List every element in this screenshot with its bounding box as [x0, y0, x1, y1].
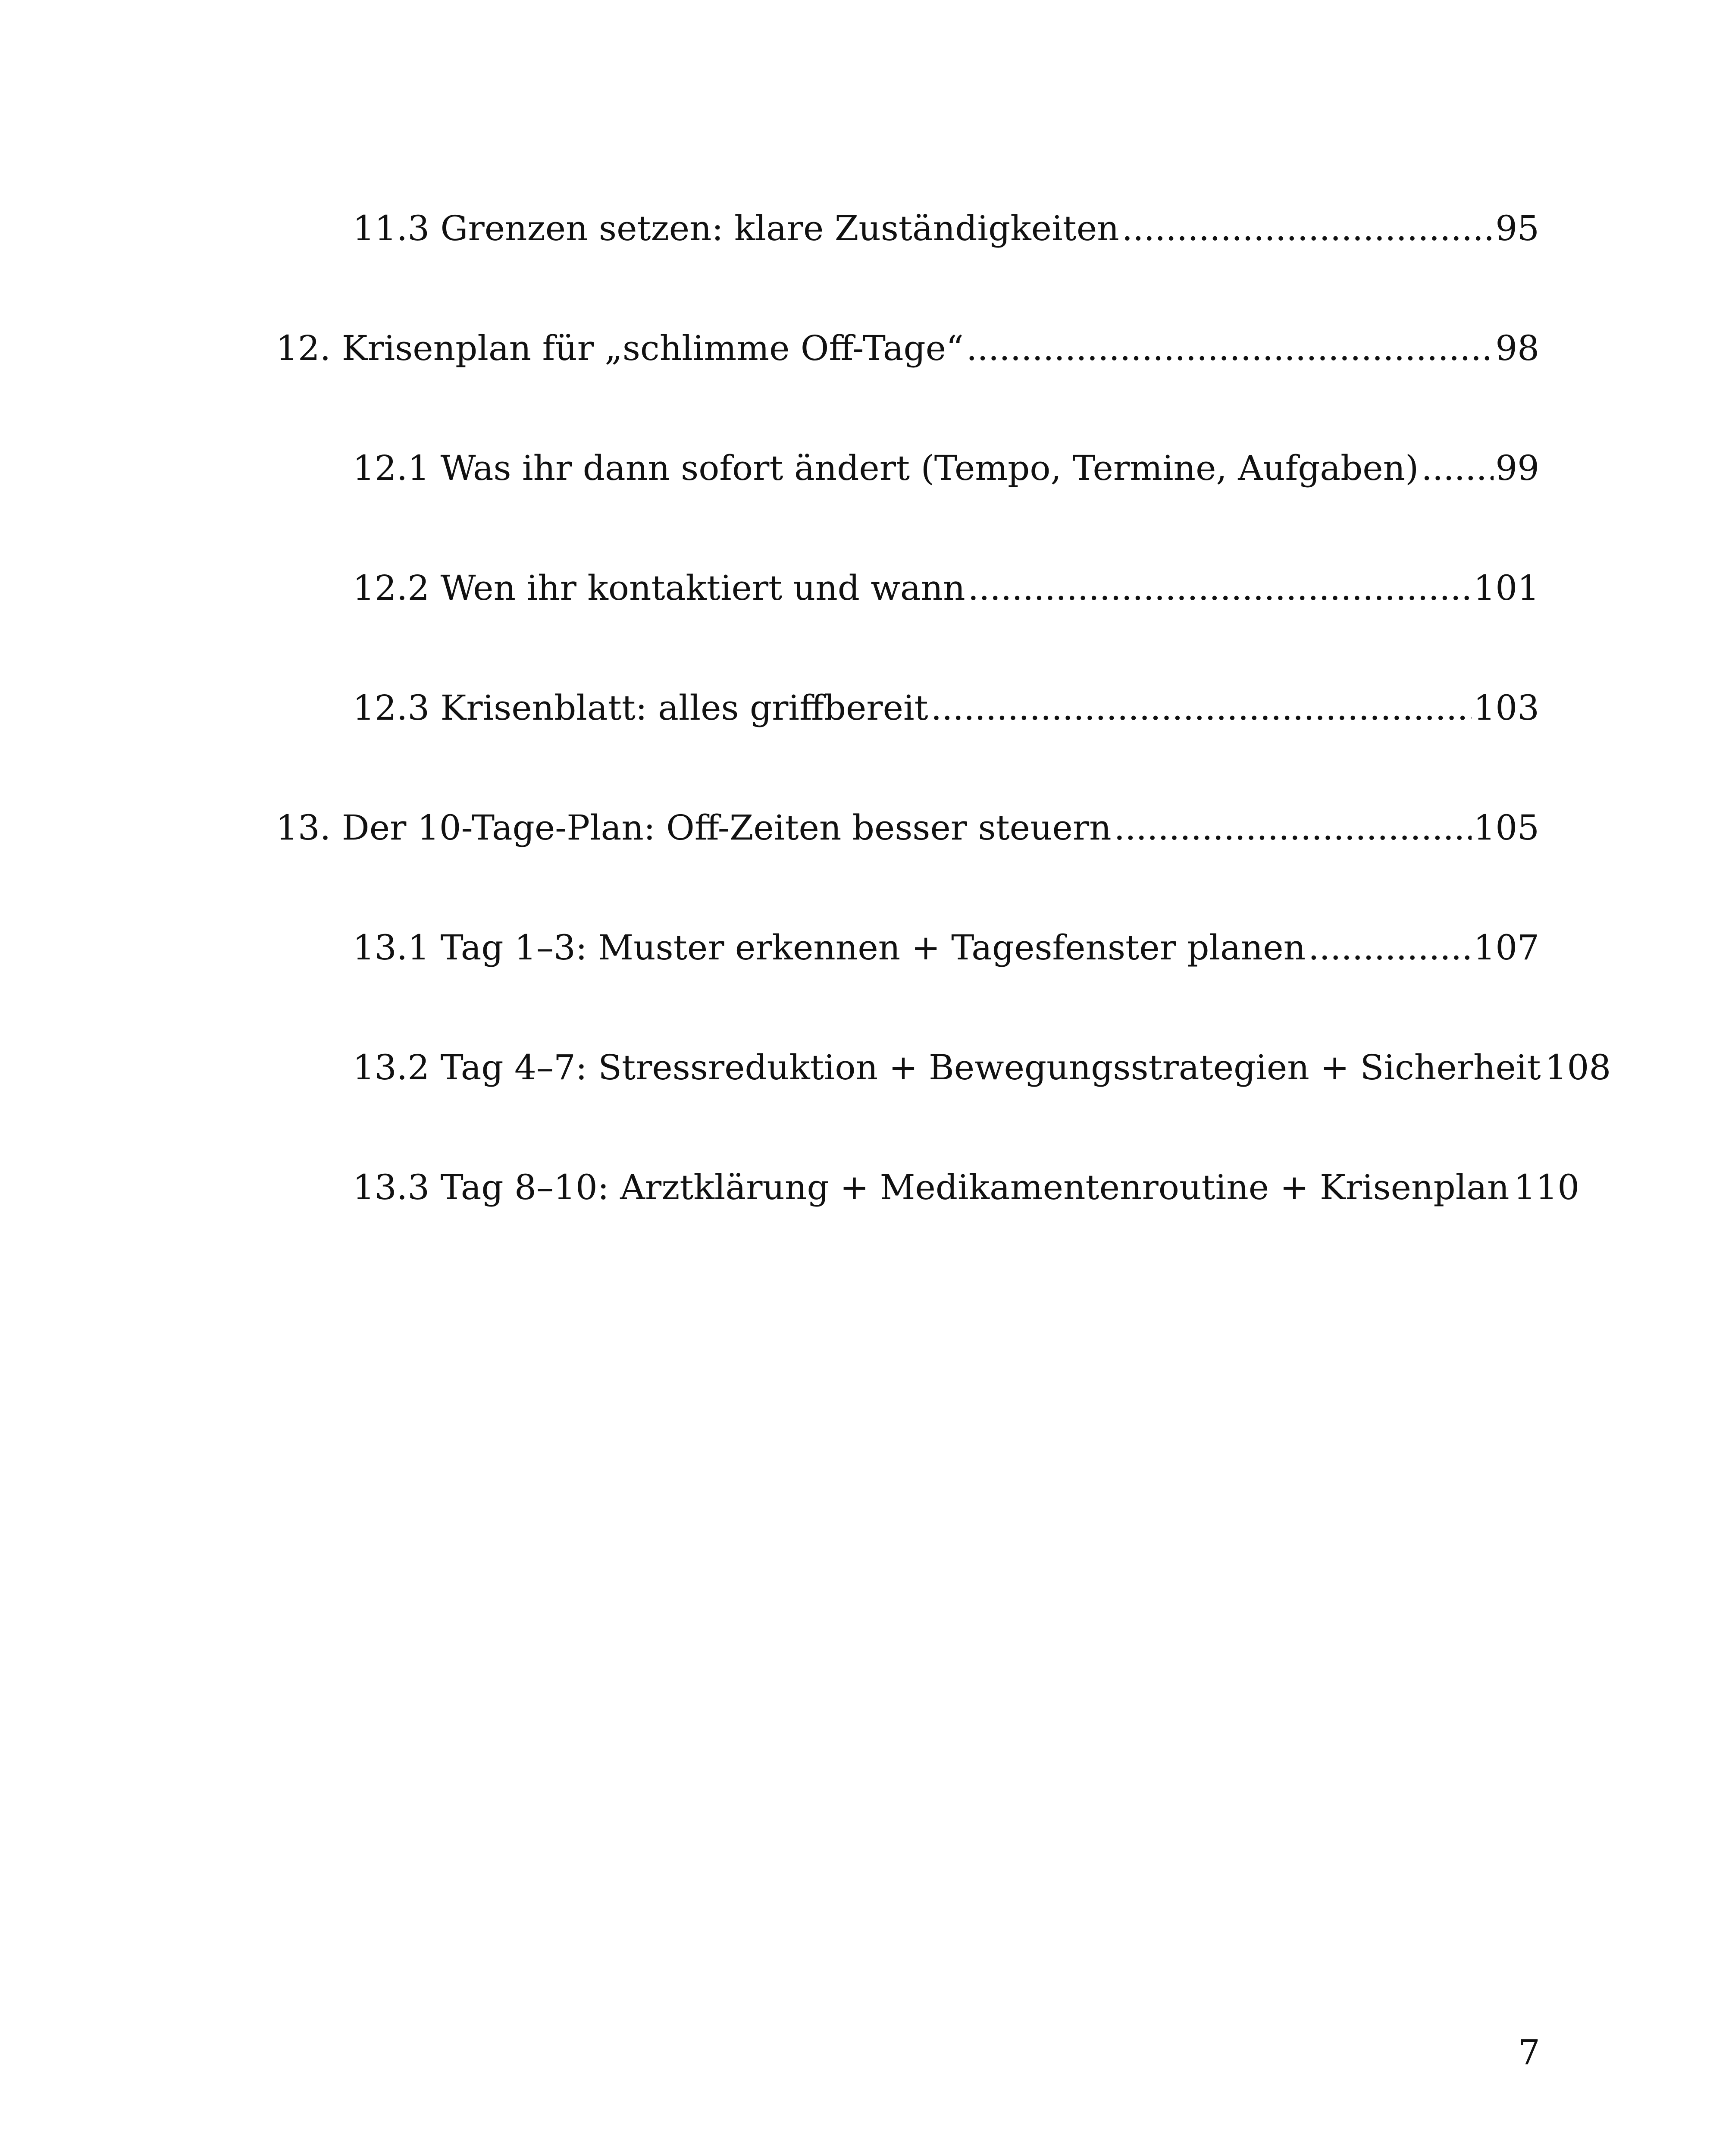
dot-leader	[1421, 442, 1494, 494]
page-number: 7	[1518, 2032, 1540, 2072]
dot-leader	[1308, 922, 1472, 974]
toc-entry-title: 13. Der 10-Tage-Plan: Off-Zeiten besser steuern	[276, 802, 1114, 854]
toc-entry-title: 13.2 Tag 4–7: Stressreduktion + Bewegungsstrategien + Sicherheit	[353, 1042, 1544, 1094]
toc-entry-page: 108	[1544, 1042, 1611, 1094]
toc-entry-title: 12.1 Was ihr dann sofort ändert (Tempo, Termine, Aufgaben)	[353, 442, 1421, 494]
toc-entry-page: 99	[1494, 442, 1539, 494]
toc-entry[interactable]	[276, 1162, 1580, 1282]
toc-entry-title: 12.2 Wen ihr kontaktiert und wann	[353, 562, 968, 614]
dot-leader	[966, 323, 1494, 374]
toc-entry-page: 110	[1512, 1162, 1580, 1213]
toc-entry[interactable]	[276, 203, 1539, 323]
toc-entry-page: 95	[1494, 203, 1539, 254]
toc-entry[interactable]	[276, 1042, 1611, 1162]
toc-entry[interactable]	[276, 802, 1539, 922]
dot-leader	[1122, 203, 1494, 254]
dot-leader	[1114, 802, 1472, 854]
toc-entry-title: 13.1 Tag 1–3: Muster erkennen + Tagesfenster planen	[353, 922, 1308, 974]
toc-entry[interactable]	[276, 562, 1539, 682]
toc-entry-page: 98	[1494, 323, 1539, 374]
toc-entry-title: 12. Krisenplan für „schlimme Off-Tage“	[276, 323, 966, 374]
dot-leader	[968, 562, 1472, 614]
toc-entry-title: 13.3 Tag 8–10: Arztklärung + Medikamentenroutine + Krisenplan	[353, 1162, 1512, 1213]
toc-entry[interactable]	[276, 922, 1539, 1042]
toc-entry-page: 107	[1472, 922, 1539, 974]
toc-entry[interactable]	[276, 442, 1539, 562]
toc-entry[interactable]	[276, 323, 1539, 442]
toc-entry-page: 101	[1472, 562, 1539, 614]
toc-entry-title: 12.3 Krisenblatt: alles griffbereit	[353, 682, 931, 734]
toc-entry[interactable]	[276, 682, 1539, 802]
dot-leader	[931, 682, 1472, 734]
toc-entry-page: 103	[1472, 682, 1539, 734]
toc-entry-title: 11.3 Grenzen setzen: klare Zuständigkeiten	[353, 203, 1122, 254]
toc-entry-page: 105	[1472, 802, 1539, 854]
table-of-contents	[276, 203, 1611, 1282]
